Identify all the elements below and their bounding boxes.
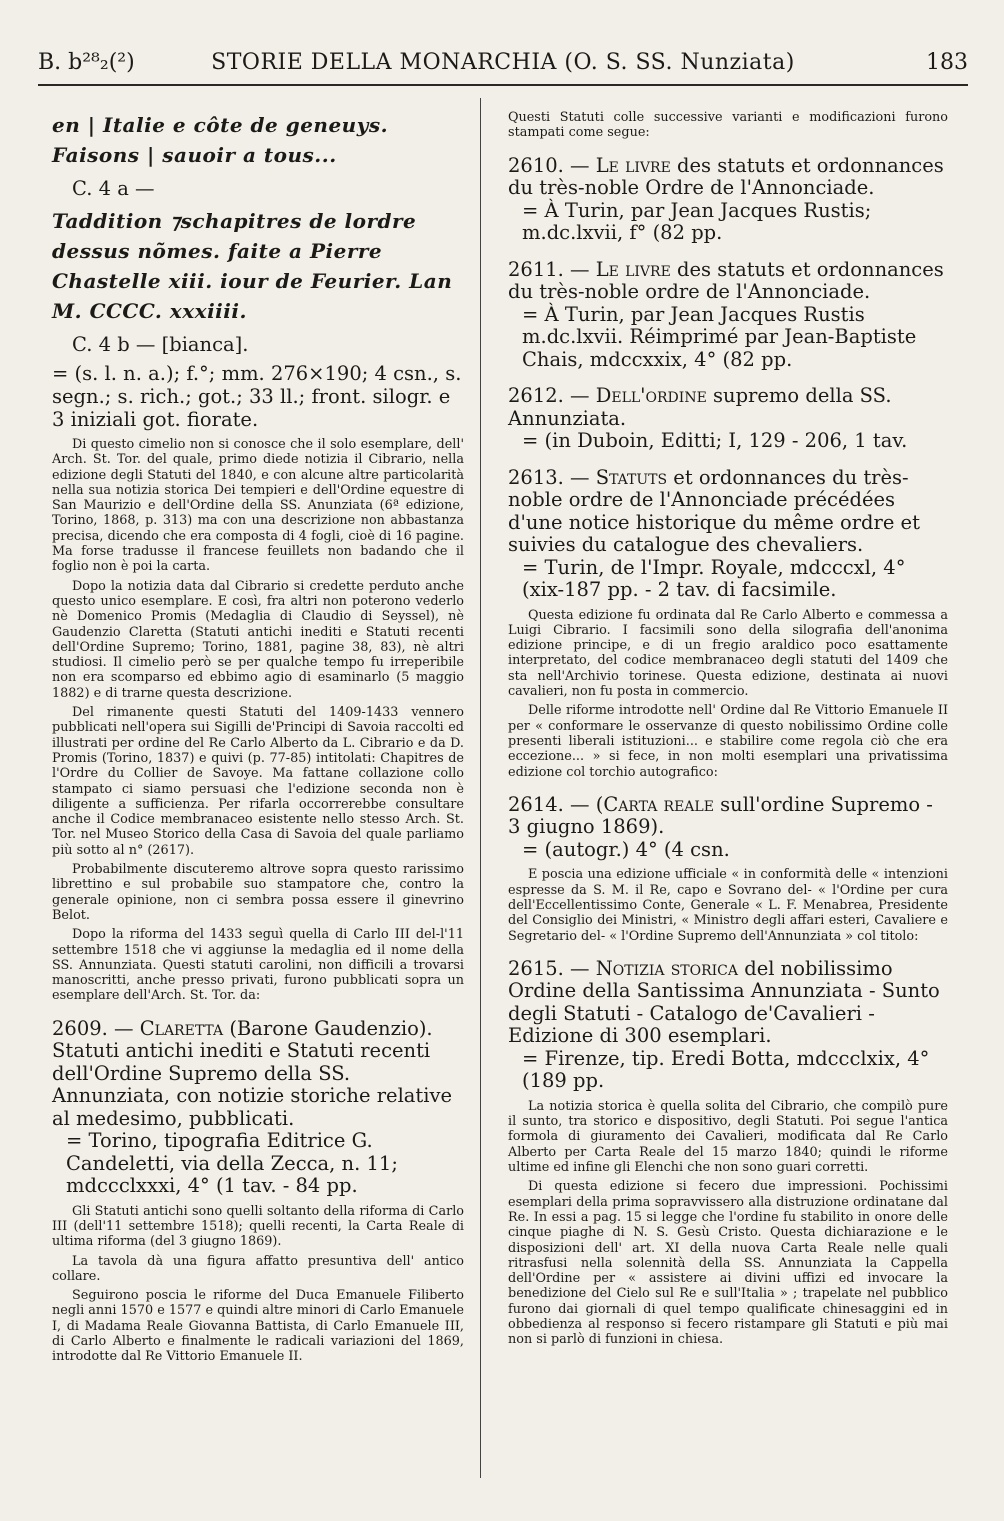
note-paragraph: Delle riforme introdotte nell' Ordine dal Re Vittorio Emanuele II per « conformare le osservanze di questo nobilissimo Ordine colle presenti liberali istituzioni... e stabilire come regola ciò che era eccezione... » si fece, in non molti esemplari una privatissima edizione col torchio autografico: xyxy=(508,703,948,780)
running-header xyxy=(38,44,968,86)
entry-title: supremo della SS. Annunziata. xyxy=(508,384,892,430)
entry-2610 xyxy=(508,155,948,245)
entry-author: Le livre xyxy=(595,153,671,177)
note-paragraph: Seguirono poscia le riforme del Duca Emanuele Filiberto negli anni 1570 e 1577 e quindi altre minori di Carlo Emanuele I, di Madama Reale Giovanna Battista, di Carlo Emanuele III, di Carlo Alberto e finalmente le radicali variazioni del 1869, introdotte dal Re Vittorio Emanuele II. xyxy=(52,1288,464,1365)
entry-number: 2609. — xyxy=(52,1016,134,1040)
note-paragraph: Dopo la riforma del 1433 seguì quella di Carlo III del-l'11 settembre 1518 che vi aggiunse la medaglia ed il nome della SS. Annunziata. Questi statuti carolini, non difficili a trovarsi manoscritti, anche presso privati, furono pubblicati sopra un esemplare dell'Arch. St. Tor. da: xyxy=(52,927,464,1004)
entry-imprint: = (in Duboin, Editti; I, 129 - 206, 1 tav. xyxy=(522,429,908,453)
entry-title: sull'ordine Supremo - 3 giugno 1869). xyxy=(508,792,933,839)
leaf-label-4b: C. 4 b — [bianca]. xyxy=(72,333,249,356)
entry-2609 xyxy=(52,1018,464,1198)
entry-number: 2614. — xyxy=(508,792,590,816)
entry-author: (Carta reale xyxy=(595,792,714,816)
running-title: STORIE DELLA MONARCHIA (O. S. SS. Nunziata) xyxy=(211,50,795,75)
entry-number: 2612. — xyxy=(508,384,590,408)
entry-2613 xyxy=(508,467,948,602)
gothic-transcription-2: Taddition ⁊schapitres de lordre dessus nõmes. faite a Pierre Chastelle xiii. iour de Feurier. Lan M. CCCC. xxxiiii. xyxy=(52,209,453,323)
note-paragraph: Dopo la notizia data dal Cibrario si credette perduto anche questo unico esemplare. E così, fra altri non poterono vederlo nè Domenico Promis (Medaglia di Claudio di Seyssel), nè Gaudenzio Claretta (Statuti antichi inediti e Statuti recenti dell'Ordine Supremo; Torino, 1881, pagine 38, 83), nè altri studiosi. Il cimelio però se per qualche tempo fu irreperibile non era scomparso ed ebbimo agio di esaminarlo (5 maggio 1882) e di trarne questa descrizione. xyxy=(52,578,464,701)
note-paragraph: E poscia una edizione ufficiale « in conformità delle « intenzioni espresse da S. M. il Re, capo e Sovrano del- « l'Ordine per cura dell'Eccellentissimo Conte, Generale « L. F. Menabrea, Presidente del Consiglio dei Ministri, « Ministro degli affari esteri, Cavaliere e Segretario del- « l'Ordine Supremo dell'Annunziata » col titolo: xyxy=(508,867,948,944)
note-paragraph: Di questa edizione si fecero due impressioni. Pochissimi esemplari della prima sopravvissero alla distruzione ordinatane dal Re. In essi a pag. 15 si legge che l'ordine fu stabilito in onore delle cinque piaghe di N. S. Gesù Cristo. Questa dichiarazione e le disposizioni dell' art. XI della nuova Carta Reale nelle quali ritrasfusi nella solennità della SS. Annunziata la Cappella dell'Ordine per « assistere ai divini uffizi ed invocare la benedizione del Cielo sul Re e sull'Italia » ; trapelate nel pubblico furono dai giornali di quel tempo qualificate chinesaggini ed in obbedienza al responso si fecero ristampare gli Statuti e più mai non si parlò di funzioni in chiesa. xyxy=(508,1179,948,1348)
note-paragraph: La notizia storica è quella solita del Cibrario, che compilò pure il sunto, tra storico e dispositivo, degli Statuti. Poi segue l'antica formola di giuramento dei Cavalieri, modificata dal Re Carlo Alberto per Carta Reale del 15 marzo 1840; quindi le riforme ultime ed infine gli Elenchi che non sono guari corretti. xyxy=(508,1098,948,1176)
note-paragraph: Del rimanente questi Statuti del 1409-1433 vennero pubblicati nell'opera sui Sigilli de'Principi di Savoia raccolti ed illustrati per ordine del Re Carlo Alberto da L. Cibrario e da D. Promis (Torino, 1837) e quivi (p. 77-85) intitolati: Chapitres de l'Ordre du Collier de Savoye. Ma fattane collazione collo stampato ci siamo persuasi che l'edizione seconda non è diligente a sufficienza. Per rifarla occorrerebbe consultare anche il Codice membranaceo esistente nello stesso Arch. St. Tor. nel Museo Storico della Casa di Savoia del quale parliamo più sotto al n° (2617). xyxy=(52,705,464,858)
entry-title: del nobilissimo Ordine della Santissima Annunziata - Sunto degli Statuti - Catalogo de'Cavalieri - Edizione di 300 esemplari. xyxy=(508,956,940,1048)
entry-number: 2615. — xyxy=(508,956,590,980)
signature-mark: B. b²⁸₂(²) xyxy=(38,50,135,75)
entry-title: et ordonnances du très-noble ordre de l'Annonciade précédées d'une notice historique du même ordre et suivies du catalogue des chevaliers. xyxy=(508,465,920,557)
entry-author: Le livre xyxy=(595,257,671,281)
entry-imprint: = Firenze, tip. Eredi Botta, mdccclxix, 4° (189 pp. xyxy=(522,1046,930,1093)
entry-title: (Barone Gaudenzio). Statuti antichi inediti e Statuti recenti dell'Ordine Supremo della SS. Annunziata, con notizie storiche relative al medesimo, pubblicati. xyxy=(52,1016,453,1130)
entry-author: Statuts xyxy=(595,465,668,489)
column-divider xyxy=(480,98,481,1478)
note-paragraph: Gli Statuti antichi sono quelli soltanto della riforma di Carlo III (dell'11 settembre 1518); quelli recenti, la Carta Reale di ultima riforma (del 3 giugno 1869). xyxy=(52,1203,464,1250)
entry-imprint: = (autogr.) 4° (4 csn. xyxy=(522,837,730,861)
page-number: 183 xyxy=(926,50,968,75)
entry-number: 2611. — xyxy=(508,257,590,281)
entry-number: 2613. — xyxy=(508,465,590,489)
entry-imprint: = Turin, de l'Impr. Royale, mdcccxl, 4° (xix-187 pp. - 2 tav. di facsimile. xyxy=(522,555,906,602)
entry-imprint: = À Turin, par Jean Jacques Rustis; m.dc.lxvii, f° (82 pp. xyxy=(522,198,872,245)
note-paragraph: Probabilmente discuteremo altrove sopra questo rarissimo librettino e sul probabile suo stampatore che, contro la generale opinione, non ci sembra possa essere il ginevrino Belot. xyxy=(52,862,464,923)
entry-author: Dell'ordine xyxy=(595,384,707,408)
note-paragraph: Questa edizione fu ordinata dal Re Carlo Alberto e commessa a Luigi Cibrario. I facsimili sono della silografia dell'anonima edizione principe, e di un fregio araldico poco esattamente interpretato, del codice membranaceo degli statuti del 1409 che sta nell'Archivio torinese. Questa edizione, destinata ai nuovi cavalieri, non fu posta in commercio. xyxy=(508,607,948,700)
note-paragraph: Di questo cimelio non si conosce che il solo esemplare, dell' Arch. St. Tor. del quale, primo diede notizia il Cibrario, nella edizione degli Statuti del 1840, e con alcune altre particolarità nella sua notizia storica Dei tempieri e dell'Ordine equestre di San Maurizio e dell'Ordine della SS. Anunziata (6ª edizione, Torino, 1868, p. 313) ma con una descrizione non abbastanza precisa, dicendo che era composta di 4 fogli, cioè di 16 pagine. Ma forse tradusse il francese feuillets non badando che il foglio non è poi la carta. xyxy=(52,437,464,575)
entry-2611 xyxy=(508,259,948,372)
gothic-transcription-1: en | Italie e côte de geneuys. Faisons | sauoir a tous... xyxy=(52,113,389,167)
entry-imprint: = Torino, tipografia Editrice G. Candeletti, via della Zecca, n. 11; mdccclxxxi, 4° (1 tav. - 84 pp. xyxy=(66,1129,398,1198)
note-paragraph: La tavola dà una figura affatto presuntiva dell' antico collare. xyxy=(52,1253,464,1284)
entry-imprint: = À Turin, par Jean Jacques Rustis m.dc.lxvii. Réimprimé par Jean-Baptiste Chais, mdccxxix, 4° (82 pp. xyxy=(522,302,917,371)
entry-title: des statuts et ordonnances du très-noble Ordre de l'Annonciade. xyxy=(508,153,944,200)
entry-2614 xyxy=(508,794,948,862)
entry-title: des statuts et ordonnances du très-noble ordre de l'Annonciade. xyxy=(508,257,944,304)
leaf-label-4a: C. 4 a — xyxy=(72,177,155,200)
entry-author: Claretta xyxy=(139,1016,224,1040)
entry-2612 xyxy=(508,385,948,453)
left-column xyxy=(52,110,464,1369)
physical-description: = (s. l. n. a.); f.°; mm. 276×190; 4 csn., s. segn.; s. rich.; got.; 33 ll.; front. silogr. e 3 iniziali got. fiorate. xyxy=(52,362,462,431)
right-column xyxy=(508,110,948,1352)
intro-paragraph: Questi Statuti colle successive varianti e modificazioni furono stampati come segue: xyxy=(508,110,948,141)
entry-author: Notizia storica xyxy=(595,956,739,980)
entry-number: 2610. — xyxy=(508,153,590,177)
entry-2615 xyxy=(508,958,948,1093)
